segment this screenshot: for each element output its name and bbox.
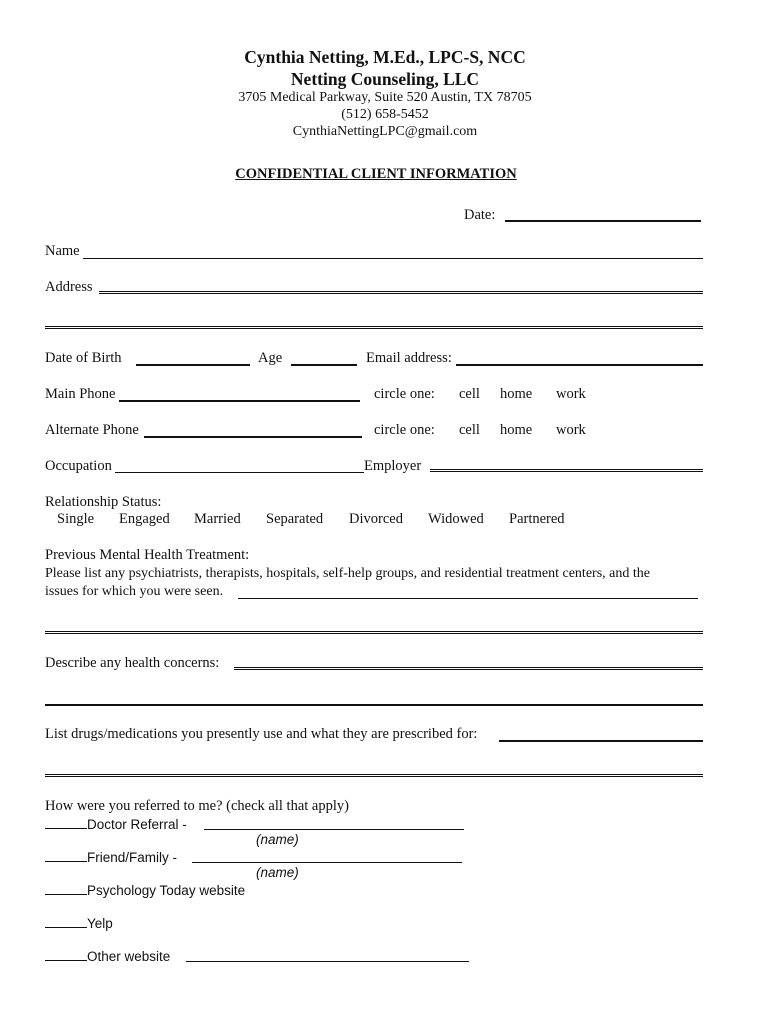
referral-friend-name-field[interactable] bbox=[192, 862, 462, 863]
email-field[interactable] bbox=[456, 364, 703, 366]
alt-phone-work-option[interactable]: work bbox=[556, 422, 586, 438]
alt-phone-label: Alternate Phone bbox=[45, 422, 139, 438]
relationship-married[interactable]: Married bbox=[194, 511, 241, 527]
referral-label: How were you referred to me? (check all that apply) bbox=[45, 798, 349, 814]
practice-address: 3705 Medical Parkway, Suite 520 Austin, TX 78705 bbox=[238, 90, 532, 105]
referral-friend-label: Friend/Family - bbox=[87, 850, 178, 865]
relationship-single[interactable]: Single bbox=[57, 511, 95, 527]
referral-psych-today-option[interactable] bbox=[45, 882, 245, 898]
prev-treatment-field-line-2[interactable] bbox=[45, 631, 703, 634]
relationship-engaged[interactable]: Engaged bbox=[119, 511, 170, 527]
alt-phone-field[interactable] bbox=[144, 436, 362, 438]
referral-other-checkbox[interactable] bbox=[45, 948, 87, 961]
practice-phone: (512) 658-5452 bbox=[341, 107, 429, 122]
referral-friend-checkbox[interactable] bbox=[45, 849, 87, 862]
referral-doctor-name-hint: (name) bbox=[256, 832, 299, 847]
prev-treatment-instructions: Please list any psychiatrists, therapists, hospitals, self-help groups, and residential treatment centers, and the bbox=[45, 566, 650, 581]
referral-yelp-label: Yelp bbox=[87, 916, 113, 931]
name-label: Name bbox=[45, 243, 80, 259]
health-concerns-label: Describe any health concerns: bbox=[45, 655, 220, 671]
alt-phone-cell-option[interactable]: cell bbox=[459, 422, 480, 438]
relationship-divorced[interactable]: Divorced bbox=[349, 511, 403, 527]
relationship-partnered[interactable]: Partnered bbox=[509, 511, 565, 527]
referral-doctor-option[interactable] bbox=[45, 816, 187, 832]
referral-doctor-name-field[interactable] bbox=[204, 829, 464, 830]
prev-treatment-instructions-2: issues for which you were seen. bbox=[45, 584, 224, 599]
address-field[interactable] bbox=[99, 291, 703, 294]
referral-doctor-label: Doctor Referral - bbox=[87, 817, 187, 832]
relationship-label: Relationship Status: bbox=[45, 494, 162, 510]
referral-other-label: Other website bbox=[87, 949, 171, 964]
age-label: Age bbox=[258, 350, 283, 366]
occupation-label: Occupation bbox=[45, 458, 112, 474]
practice-name: Netting Counseling, LLC bbox=[290, 69, 480, 89]
practitioner-name: Cynthia Netting, M.Ed., LPC-S, NCC bbox=[244, 47, 526, 67]
referral-friend-name-hint: (name) bbox=[256, 865, 299, 880]
email-label: Email address: bbox=[366, 350, 452, 366]
main-phone-field[interactable] bbox=[119, 400, 360, 402]
name-field[interactable] bbox=[83, 258, 703, 259]
medications-field[interactable] bbox=[499, 740, 703, 742]
referral-doctor-checkbox[interactable] bbox=[45, 816, 87, 829]
main-phone-work-option[interactable]: work bbox=[556, 386, 586, 402]
main-phone-cell-option[interactable]: cell bbox=[459, 386, 480, 402]
referral-psych-today-label: Psychology Today website bbox=[87, 883, 246, 898]
form-title: CONFIDENTIAL CLIENT INFORMATION bbox=[235, 166, 517, 182]
referral-yelp-checkbox[interactable] bbox=[45, 915, 87, 928]
dob-field[interactable] bbox=[136, 364, 250, 366]
age-field[interactable] bbox=[291, 364, 357, 366]
referral-other-website-field[interactable] bbox=[186, 961, 469, 962]
referral-psych-today-checkbox[interactable] bbox=[45, 882, 87, 895]
alt-phone-home-option[interactable]: home bbox=[500, 422, 533, 438]
address-label: Address bbox=[45, 279, 93, 295]
main-phone-home-option[interactable]: home bbox=[500, 386, 533, 402]
referral-friend-option[interactable] bbox=[45, 849, 177, 865]
medications-field-line-2[interactable] bbox=[45, 774, 703, 777]
alt-phone-circle-label: circle one: bbox=[374, 422, 435, 438]
referral-yelp-option[interactable] bbox=[45, 915, 113, 931]
practice-email: CynthiaNettingLPC@gmail.com bbox=[292, 124, 478, 139]
referral-other-option[interactable] bbox=[45, 948, 170, 964]
address-field-line-2[interactable] bbox=[45, 326, 703, 329]
relationship-widowed[interactable]: Widowed bbox=[428, 511, 484, 527]
main-phone-label: Main Phone bbox=[45, 386, 116, 402]
medications-label: List drugs/medications you presently use and what they are prescribed for: bbox=[45, 726, 478, 742]
main-phone-circle-label: circle one: bbox=[374, 386, 435, 402]
prev-treatment-field[interactable] bbox=[238, 598, 698, 599]
date-field[interactable] bbox=[505, 220, 701, 222]
occupation-field[interactable] bbox=[115, 472, 364, 473]
date-label: Date: bbox=[464, 207, 496, 223]
prev-treatment-label: Previous Mental Health Treatment: bbox=[45, 547, 250, 563]
health-concerns-field[interactable] bbox=[234, 667, 703, 670]
relationship-separated[interactable]: Separated bbox=[266, 511, 324, 527]
employer-field[interactable] bbox=[430, 469, 703, 472]
health-concerns-field-line-2[interactable] bbox=[45, 704, 703, 706]
employer-label: Employer bbox=[364, 458, 422, 474]
dob-label: Date of Birth bbox=[45, 350, 122, 366]
